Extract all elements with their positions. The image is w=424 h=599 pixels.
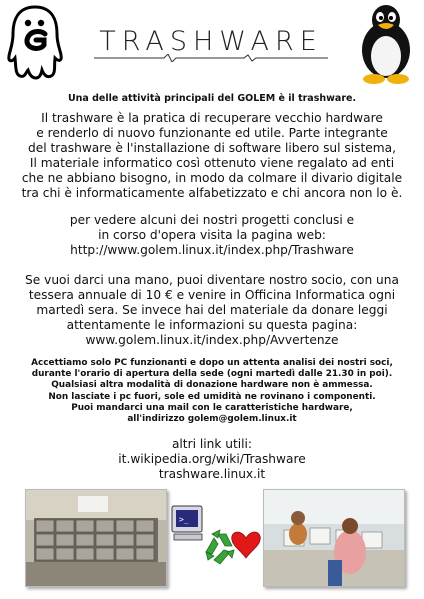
recycle-icon — [206, 530, 234, 564]
intro-line: Il trashware è la pratica di recuperare vecchio hardware — [41, 111, 383, 125]
tux-penguin-logo — [354, 2, 418, 84]
trashware-link[interactable]: trashware.linux.it — [158, 467, 266, 481]
help-paragraph — [4, 273, 420, 348]
avvertenze-url[interactable]: www.golem.linux.it/index.php/Avvertenze — [85, 333, 339, 347]
heart-icon — [232, 532, 261, 558]
intro-line: che ne abbiano bisogno, in modo da colmare il divario digitale — [21, 171, 403, 185]
golem-ghost-logo — [6, 4, 64, 80]
projects-paragraph — [4, 213, 420, 258]
intro-line: e renderlo di nuovo funzionante ed utile. Parte integrante — [36, 126, 388, 140]
projects-line: per vedere alcuni dei nostri progetti conclusi e — [69, 213, 355, 227]
page-title: TRASHWARE — [99, 26, 323, 57]
notice-line: Accettiamo solo PC funzionanti e dopo un attenta analisi dei nostri soci, — [31, 358, 393, 368]
help-line: attentamente le informazioni su questa pagina: — [66, 318, 358, 332]
notice-email-line[interactable]: all'indirizzo golem@golem.linux.it — [127, 414, 297, 425]
intro-paragraph — [4, 111, 420, 201]
lab-room-photo — [25, 489, 167, 587]
computer-icon — [172, 506, 202, 540]
workshop-photo — [263, 489, 405, 587]
notice-line: durante l'orario di apertura della sede (ogni martedì dalle 21.30 in poi). — [31, 369, 393, 380]
projects-line: in corso d'opera visita la pagina web: — [98, 228, 326, 242]
notice-line: Non lasciate i pc fuori, sole ed umidità ne rovinano i componenti. — [48, 391, 376, 402]
intro-line: Il materiale informatico così ottenuto viene regalato ad enti — [29, 156, 395, 170]
useful-links — [0, 437, 424, 482]
intro-line: del trashware è l'installazione di software libero sul sistema, — [28, 141, 396, 155]
wikipedia-link[interactable]: it.wikipedia.org/wiki/Trashware — [118, 452, 306, 466]
help-line: Se vuoi darci una mano, puoi diventare nostro socio, con una — [25, 273, 399, 287]
notice-line: Puoi mandarci una mail con le caratteristiche hardware, — [71, 402, 353, 413]
subheading: Una delle attività principali del GOLEM è il trashware. — [67, 93, 357, 104]
links-heading: altri link utili: — [171, 437, 253, 451]
title-underline — [94, 54, 328, 62]
notice-line: Qualsiasi altra modalità di donazione hardware non è ammessa. — [51, 380, 373, 391]
svg-text:>_: >_ — [179, 515, 189, 524]
header — [0, 0, 424, 85]
recycle-illustration — [170, 500, 262, 570]
intro-line: tra chi è informaticamente alfabetizzato e chi ancora non lo è. — [21, 186, 403, 200]
help-line: tessera annuale di 10 € e venire in Officina Informatica ogni — [28, 288, 396, 302]
donation-notice — [2, 358, 422, 425]
help-line: martedì sera. Se invece hai del materiale da donare leggi — [36, 303, 388, 317]
projects-url[interactable]: http://www.golem.linux.it/index.php/Trashware — [70, 243, 354, 257]
